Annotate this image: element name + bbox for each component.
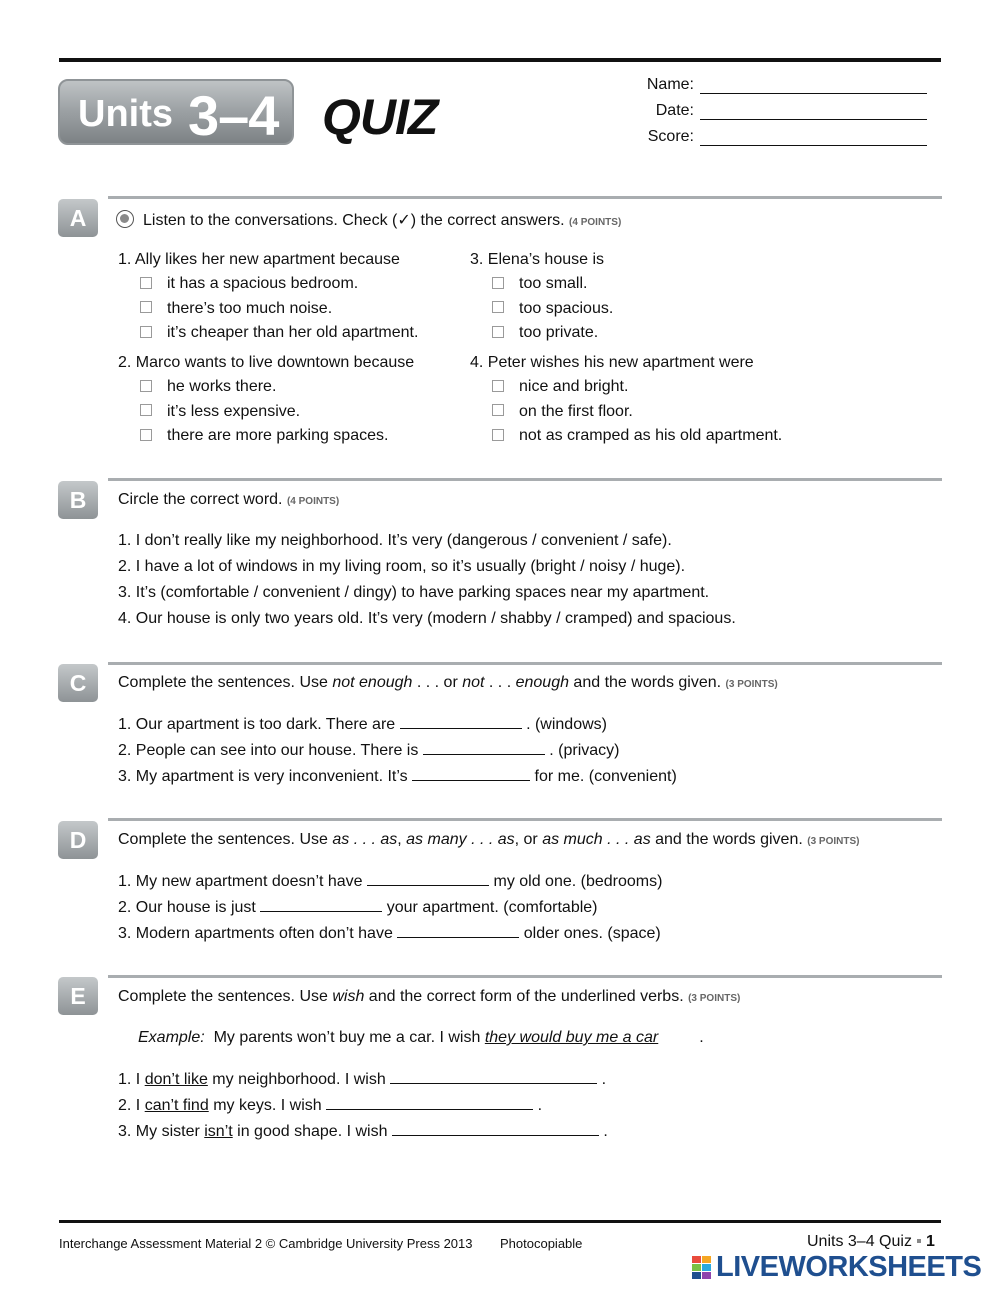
instr-text: Complete the sentences. Use [118,674,333,691]
example-text: My parents won’t buy me a car. I wish [213,1029,481,1046]
question-3-prompt: 3. Elena’s house is [470,251,605,268]
section-a-rule [108,196,942,199]
item-text: 2. I [118,1097,141,1114]
item-text: for me. (convenient) [534,768,677,785]
checkbox[interactable] [492,429,504,441]
fill-item [118,715,607,734]
name-line[interactable] [700,93,927,94]
answer-blank[interactable] [390,1070,597,1084]
answer-blank[interactable] [367,872,489,886]
checkbox[interactable] [492,326,504,338]
answer-blank[interactable] [397,924,519,938]
item-text: 1. I [118,1071,141,1088]
item-text: 3. My sister [118,1123,200,1140]
section-e-points: (3 POINTS) [688,993,741,1004]
instr-text: Complete the sentences. Use [118,988,333,1005]
option-label: it’s less expensive. [167,403,301,420]
name-label: Name: [646,76,694,93]
item-text: 1. Our apartment is too dark. There are [118,716,396,733]
item-text: . (privacy) [549,742,620,759]
answer-blank[interactable] [400,715,522,729]
score-line[interactable] [700,145,927,146]
option-label: it has a spacious bedroom. [167,275,359,292]
section-c-badge: C [58,664,98,702]
wish-item [118,1122,608,1141]
fill-item [118,924,661,943]
instr-italic: as much . . . as [542,831,651,848]
score-label: Score: [647,128,694,145]
section-e-instruction [118,988,740,1006]
photocopiable-text: Photocopiable [500,1236,583,1251]
item-text: in good shape. I wish [237,1123,388,1140]
example-end: . [699,1029,704,1046]
separator-square [917,1239,921,1243]
fill-item [118,872,662,891]
checkbox[interactable] [140,380,152,392]
instr-italic: as many . . . as [406,831,515,848]
instr-text: . . . or [412,674,463,691]
checkbox[interactable] [492,277,504,289]
section-b-instruction [118,491,339,509]
section-b-rule [108,478,942,481]
instr-italic: not [462,674,485,691]
instr-italic: not enough [332,674,413,691]
score-field[interactable] [600,128,930,150]
item-text: my keys. I wish [213,1097,322,1114]
example-answer: they would buy me a car [484,1029,659,1046]
item-text: 2. People can see into our house. There is [118,742,419,759]
instr-italic: enough [515,674,569,691]
fill-item [118,767,677,786]
page-label [807,1233,935,1251]
date-line[interactable] [700,119,927,120]
section-a-points: (4 POINTS) [569,217,622,228]
checkbox[interactable] [140,326,152,338]
section-e-badge: E [58,977,98,1015]
circle-item[interactable]: 2. I have a lot of windows in my living room, so it’s usually (bright / noisy / huge). [118,558,686,575]
option-label: there are more parking spaces. [167,427,389,444]
section-c-points: (3 POINTS) [725,679,778,690]
option-label: there’s too much noise. [167,300,333,317]
circle-item[interactable]: 3. It’s (comfortable / convenient / dingy) to have parking spaces near my apartment. [118,584,710,601]
audio-icon[interactable] [116,210,134,228]
instr-italic: as . . . as [332,831,398,848]
fill-item [118,898,598,917]
section-c-rule [108,662,942,665]
name-field[interactable] [600,76,930,98]
option-label: too spacious. [519,300,614,317]
answer-blank[interactable] [423,741,545,755]
option-label: not as cramped as his old apartment. [519,427,783,444]
quiz-title: QUIZ [322,89,438,145]
item-text: my old one. (bedrooms) [493,873,663,890]
checkbox[interactable] [140,277,152,289]
section-a-instruction-text: Listen to the conversations. Check (✓) the correct answers. [143,212,565,229]
section-b-points: (4 POINTS) [286,496,340,507]
answer-blank[interactable] [260,898,382,912]
answer-blank[interactable] [412,767,530,781]
logo-text: LIVEWORKSHEETS [716,1251,982,1283]
section-d-points: (3 POINTS) [807,836,860,847]
example-line [138,1029,704,1047]
item-text: . [603,1123,608,1140]
option-label: nice and bright. [519,378,629,395]
circle-item[interactable]: 1. I don’t really like my neighborhood. It’s very (dangerous / convenient / safe). [118,532,672,549]
page-number: 1 [925,1233,935,1250]
checkbox[interactable] [140,429,152,441]
units-badge [58,79,294,145]
section-e-rule [108,975,942,978]
item-text: . [537,1097,543,1114]
item-text: older ones. (space) [523,925,661,942]
section-a-instruction [143,210,621,230]
example-label: Example: [138,1029,205,1046]
fill-item [118,741,619,760]
circle-item[interactable]: 4. Our house is only two years old. It’s very (modern / shabby / cramped) and spacious. [118,610,736,627]
date-label: Date: [655,102,694,119]
checkbox[interactable] [492,380,504,392]
bottom-rule [59,1220,941,1223]
instr-text: , or [514,831,543,848]
option-label: it’s cheaper than her old apartment. [167,324,419,341]
liveworksheets-logo[interactable] [692,1251,988,1286]
underlined-verb: can’t find [144,1097,209,1114]
logo-grid-icon [692,1256,712,1280]
checkbox[interactable] [492,404,504,416]
option-label: on the first floor. [519,403,633,420]
item-text: . (windows) [526,716,607,733]
instr-text: Complete the sentences. Use [118,831,333,848]
answer-blank[interactable] [326,1096,533,1110]
question-1-prompt: 1. Ally likes her new apartment because [118,251,400,268]
instr-text: and the correct form of the underlined verbs. [364,988,684,1005]
wish-item [118,1070,606,1089]
underlined-verb: isn’t [204,1123,233,1140]
units-number: 3–4 [188,84,279,147]
instr-text: . . . [484,674,516,691]
checkbox[interactable] [492,301,504,313]
underlined-verb: don’t like [144,1071,208,1088]
option-label: too private. [519,324,599,341]
section-b-instruction-text: Circle the correct word. [118,491,283,508]
question-2-prompt: 2. Marco wants to live downtown because [118,354,415,371]
section-b-badge: B [58,481,98,519]
item-text: 3. My apartment is very inconvenient. It’s [118,768,408,785]
instr-text: and the words given. [650,831,803,848]
copyright-text: Interchange Assessment Material 2 © Cambridge University Press 2013 [59,1236,473,1251]
instr-italic: wish [332,988,365,1005]
item-text: . [601,1071,607,1088]
item-text: your apartment. (comfortable) [386,899,598,916]
section-d-instruction [118,831,859,849]
option-label: he works there. [167,378,277,395]
section-d-badge: D [58,821,98,859]
checkbox[interactable] [140,404,152,416]
section-c-instruction [118,674,778,692]
answer-blank[interactable] [392,1122,599,1136]
question-4-prompt: 4. Peter wishes his new apartment were [470,354,754,371]
page-label-text: Units 3–4 Quiz [807,1233,912,1250]
instr-text: , [397,831,407,848]
item-text: 1. My new apartment doesn’t have [118,873,363,890]
wish-item [118,1096,542,1115]
item-text: 2. Our house is just [118,899,256,916]
section-a-badge: A [58,199,98,237]
date-field[interactable] [600,102,930,124]
option-label: too small. [519,275,588,292]
checkbox[interactable] [140,301,152,313]
section-d-rule [108,818,942,821]
item-text: my neighborhood. I wish [212,1071,386,1088]
top-rule [59,58,941,62]
instr-text: and the words given. [568,674,722,691]
item-text: 3. Modern apartments often don’t have [118,925,393,942]
units-word: Units [78,93,173,135]
